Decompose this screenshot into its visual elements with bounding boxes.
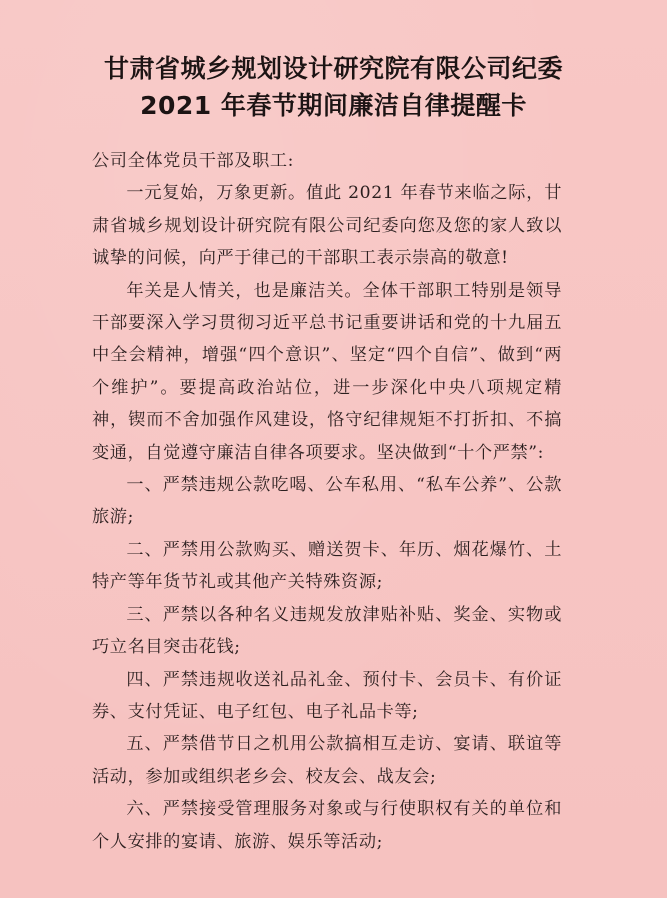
paragraph-opening: 一元复始，万象更新。值此 2021 年春节来临之际，甘肃省城乡规划设计研究院有限公司纪委向您及您的家人致以诚挚的问候，向严于律己的干部职工表示崇高的敬意! — [92, 183, 562, 269]
document-title-line1: 甘肃省城乡规划设计研究院有限公司纪委 — [103, 54, 563, 83]
rule-item-2: 二、严禁用公款购买、赠送贺卡、年历、烟花爆竹、土特产等年货节礼或其他产关特殊资源; — [92, 539, 562, 593]
rule-item-4: 四、严禁违规收送礼品礼金、预付卡、会员卡、有价证券、支付凭证、电子红包、电子礼品卡等; — [92, 669, 562, 722]
rule-item-5: 五、严禁借节日之机用公款搞相互走访、宴请、联谊等活动，参加或组织老乡会、校友会、战友会; — [92, 734, 562, 787]
greeting: 公司全体党员干部及职工: — [92, 151, 295, 171]
rule-item-1: 一、严禁违规公款吃喝、公车私用、“私车公养”、公款旅游; — [92, 475, 562, 528]
document-title-line2: 2021 年春节期间廉洁自律提醒卡 — [140, 91, 527, 120]
document-body — [92, 145, 562, 858]
rule-item-6: 六、严禁接受管理服务对象或与行使职权有关的单位和个人安排的宴请、旅游、娱乐等活动; — [92, 799, 562, 852]
rule-item-3: 三、严禁以各种名义违规发放津贴补贴、奖金、实物或巧立名目突击花钱; — [92, 604, 562, 658]
paragraph-main: 年关是人情关，也是廉洁关。全体干部职工特别是领导干部要深入学习贯彻习近平总书记重要讲话和党的十九届五中全会精神，增强“四个意识”、坚定“四个自信”、做到“两个维护”。要提高政治站位，进一步深化中央八项规定精神，锲而不舍加强作风建设，恪守纪律规矩不打折扣、不搞变通，自觉遵守廉洁自律各项要求。坚决做到“十个严禁”: — [92, 280, 562, 463]
